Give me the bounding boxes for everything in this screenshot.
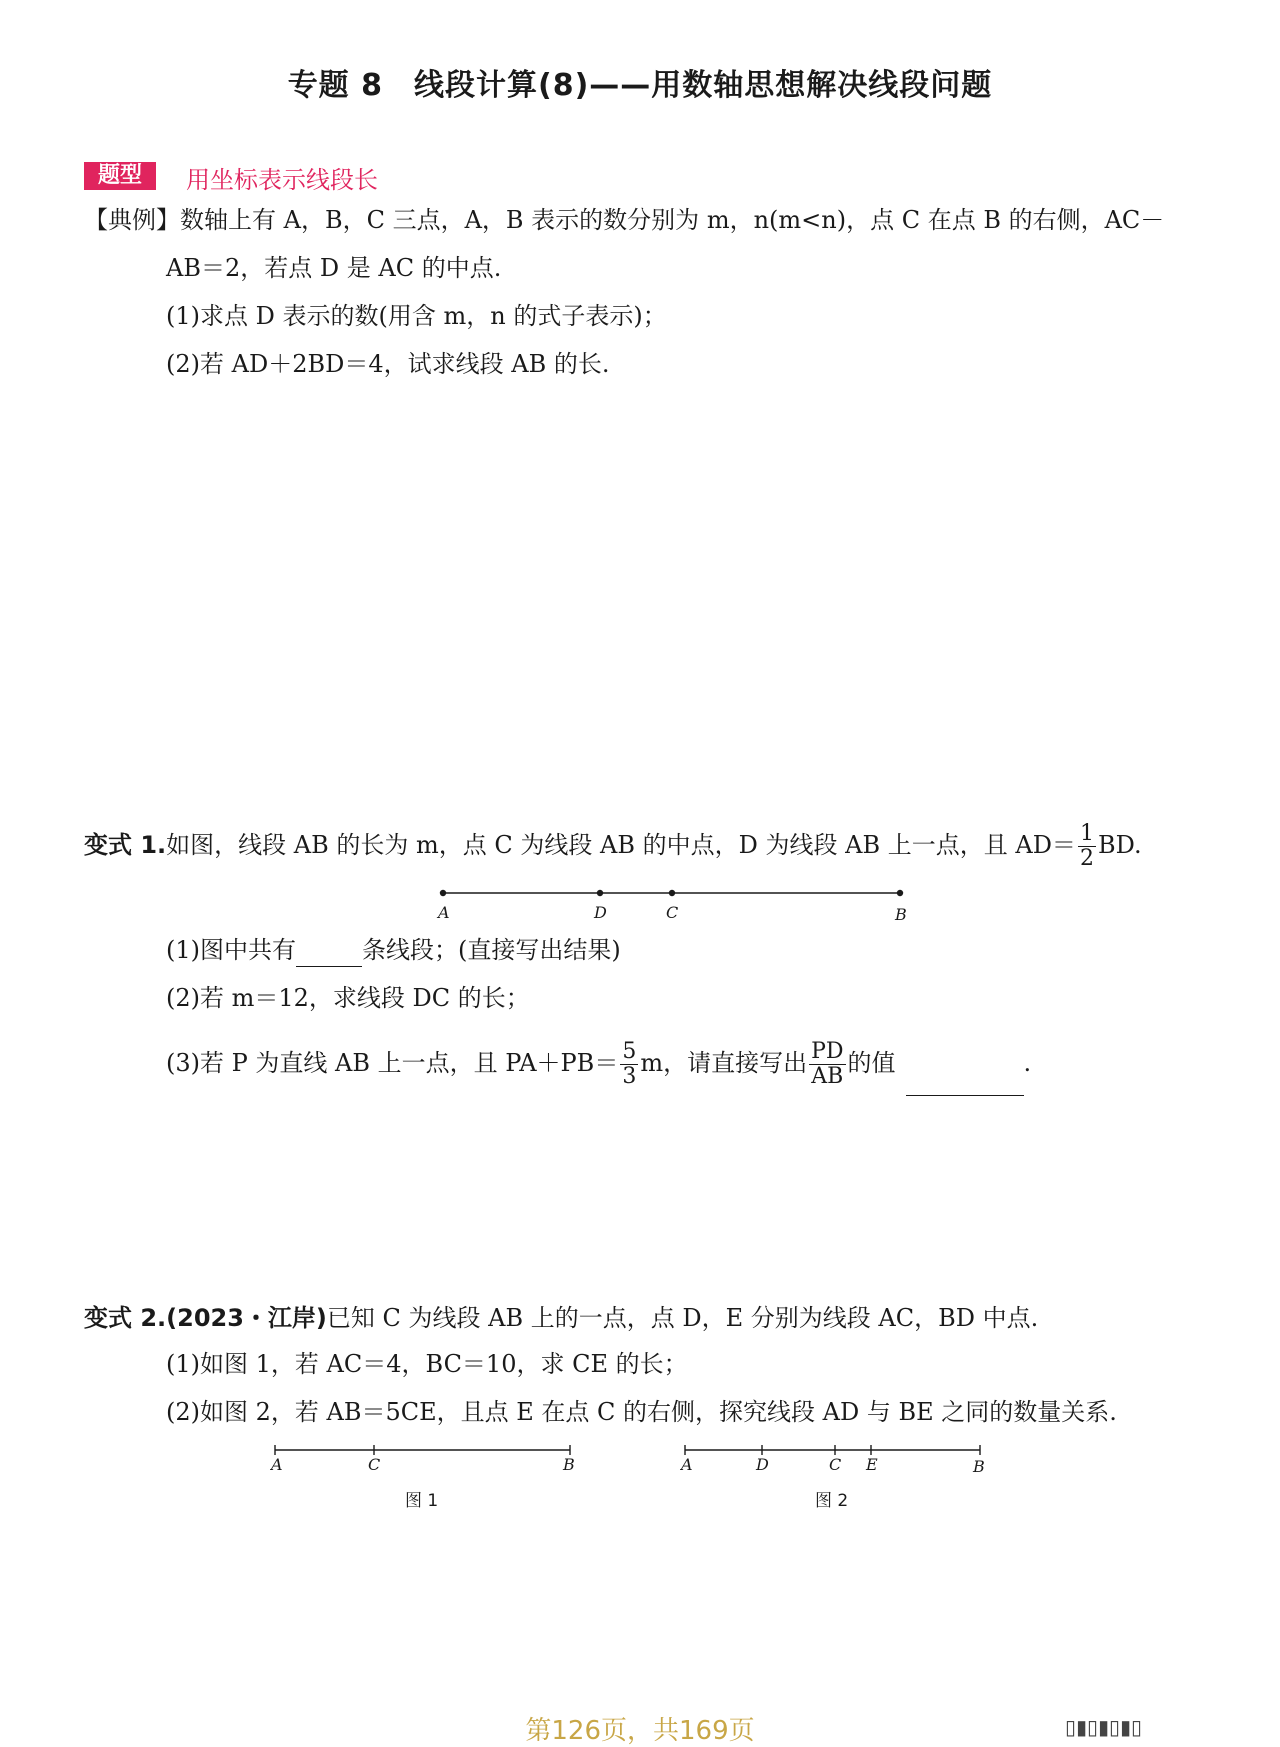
point-b-label: B xyxy=(973,1457,985,1476)
variant1-question-3 xyxy=(166,1040,1031,1089)
fraction-denominator: 2 xyxy=(1079,846,1094,871)
point-a-dot xyxy=(440,890,446,896)
page-title: 专题 8 线段计算(8)——用数轴思想解决线段问题 xyxy=(287,68,993,103)
point-c-dot xyxy=(669,890,675,896)
variant1-text-b: BD. xyxy=(1097,831,1142,859)
fraction-numerator: PD xyxy=(811,1039,844,1064)
variant1-question-2: (2)若 m＝12，求线段 DC 的长； xyxy=(166,984,530,1012)
variant1-question-1 xyxy=(166,934,621,967)
variant2-statement xyxy=(84,1302,1038,1334)
fraction-numerator: 5 xyxy=(622,1039,637,1064)
question-3-end: . xyxy=(1023,1049,1032,1077)
example-question-2: (2)若 AD＋2BD＝4，试求线段 AB 的长. xyxy=(166,350,610,378)
variant2-question-2: (2)如图 2，若 AB＝5CE，且点 E 在点 C 的右侧，探究线段 AD 与 BE 之同的数量关系. xyxy=(166,1398,1117,1426)
corner-marks: ▯▮▯▮▯▮▯ xyxy=(1065,1715,1143,1739)
variant1-figure xyxy=(430,880,910,924)
variant1-label: 变式 1. xyxy=(84,831,167,859)
variant2-label: 变式 2. xyxy=(84,1304,167,1332)
fraction-numerator: 1 xyxy=(1079,821,1094,846)
point-e-label: E xyxy=(866,1455,878,1474)
example-question-1: (1)求点 D 表示的数(用含 m，n 的式子表示)； xyxy=(166,302,667,330)
figure-2-caption: 图 2 xyxy=(815,1491,849,1511)
fraction-denominator: 3 xyxy=(622,1064,637,1089)
point-b-dot xyxy=(897,890,903,896)
question-3-fraction-2 xyxy=(809,1040,845,1089)
figure-2 xyxy=(680,1440,1000,1520)
page-number: 第126页，共169页 xyxy=(525,1716,755,1746)
point-b-label: B xyxy=(895,905,907,924)
point-d-label: D xyxy=(594,903,607,922)
question-3-fraction xyxy=(620,1040,638,1089)
figure-1 xyxy=(270,1440,590,1520)
point-d-dot xyxy=(597,890,603,896)
section-title: 用坐标表示线段长 xyxy=(186,166,378,194)
point-c-label: C xyxy=(368,1455,381,1474)
variant2-text: 已知 C 为线段 AB 上的一点，点 D，E 分别为线段 AC，BD 中点. xyxy=(326,1304,1039,1332)
answer-blank xyxy=(906,1063,1024,1096)
question-3-text-c: 的值 xyxy=(847,1049,896,1077)
question-3-text-b: m，请直接写出 xyxy=(640,1049,808,1077)
point-a-label: A xyxy=(438,903,450,922)
example-line-2: AB＝2，若点 D 是 AC 的中点. xyxy=(166,254,502,282)
point-b-label: B xyxy=(563,1455,575,1474)
example-line-1: 【典例】数轴上有 A，B，C 三点，A，B 表示的数分别为 m，n(m<n)，点 C 在点 B 的右侧，AC－ xyxy=(84,206,1165,234)
question-1-text-a: (1)图中共有 xyxy=(166,936,296,964)
point-d-label: D xyxy=(756,1455,769,1474)
answer-blank xyxy=(296,934,362,967)
variant1-text-a: 如图，线段 AB 的长为 m，点 C 为线段 AB 的中点，D 为线段 AB 上一点，且 AD＝ xyxy=(166,831,1076,859)
variant2-source: (2023・江岸) xyxy=(166,1304,327,1332)
figure-1-caption: 图 1 xyxy=(405,1491,439,1511)
point-c-label: C xyxy=(829,1455,842,1474)
question-1-text-b: 条线段；(直接写出结果) xyxy=(362,936,621,964)
point-a-label: A xyxy=(681,1455,693,1474)
section-tag: 题型 xyxy=(84,162,156,190)
point-c-label: C xyxy=(666,903,679,922)
variant1-fraction xyxy=(1078,822,1096,871)
point-a-label: A xyxy=(271,1455,283,1474)
variant1-statement xyxy=(84,822,1142,871)
fraction-denominator: AB xyxy=(811,1064,844,1089)
question-3-text-a: (3)若 P 为直线 AB 上一点，且 PA＋PB＝ xyxy=(166,1049,619,1077)
variant2-question-1: (1)如图 1，若 AC＝4，BC＝10，求 CE 的长； xyxy=(166,1350,688,1378)
